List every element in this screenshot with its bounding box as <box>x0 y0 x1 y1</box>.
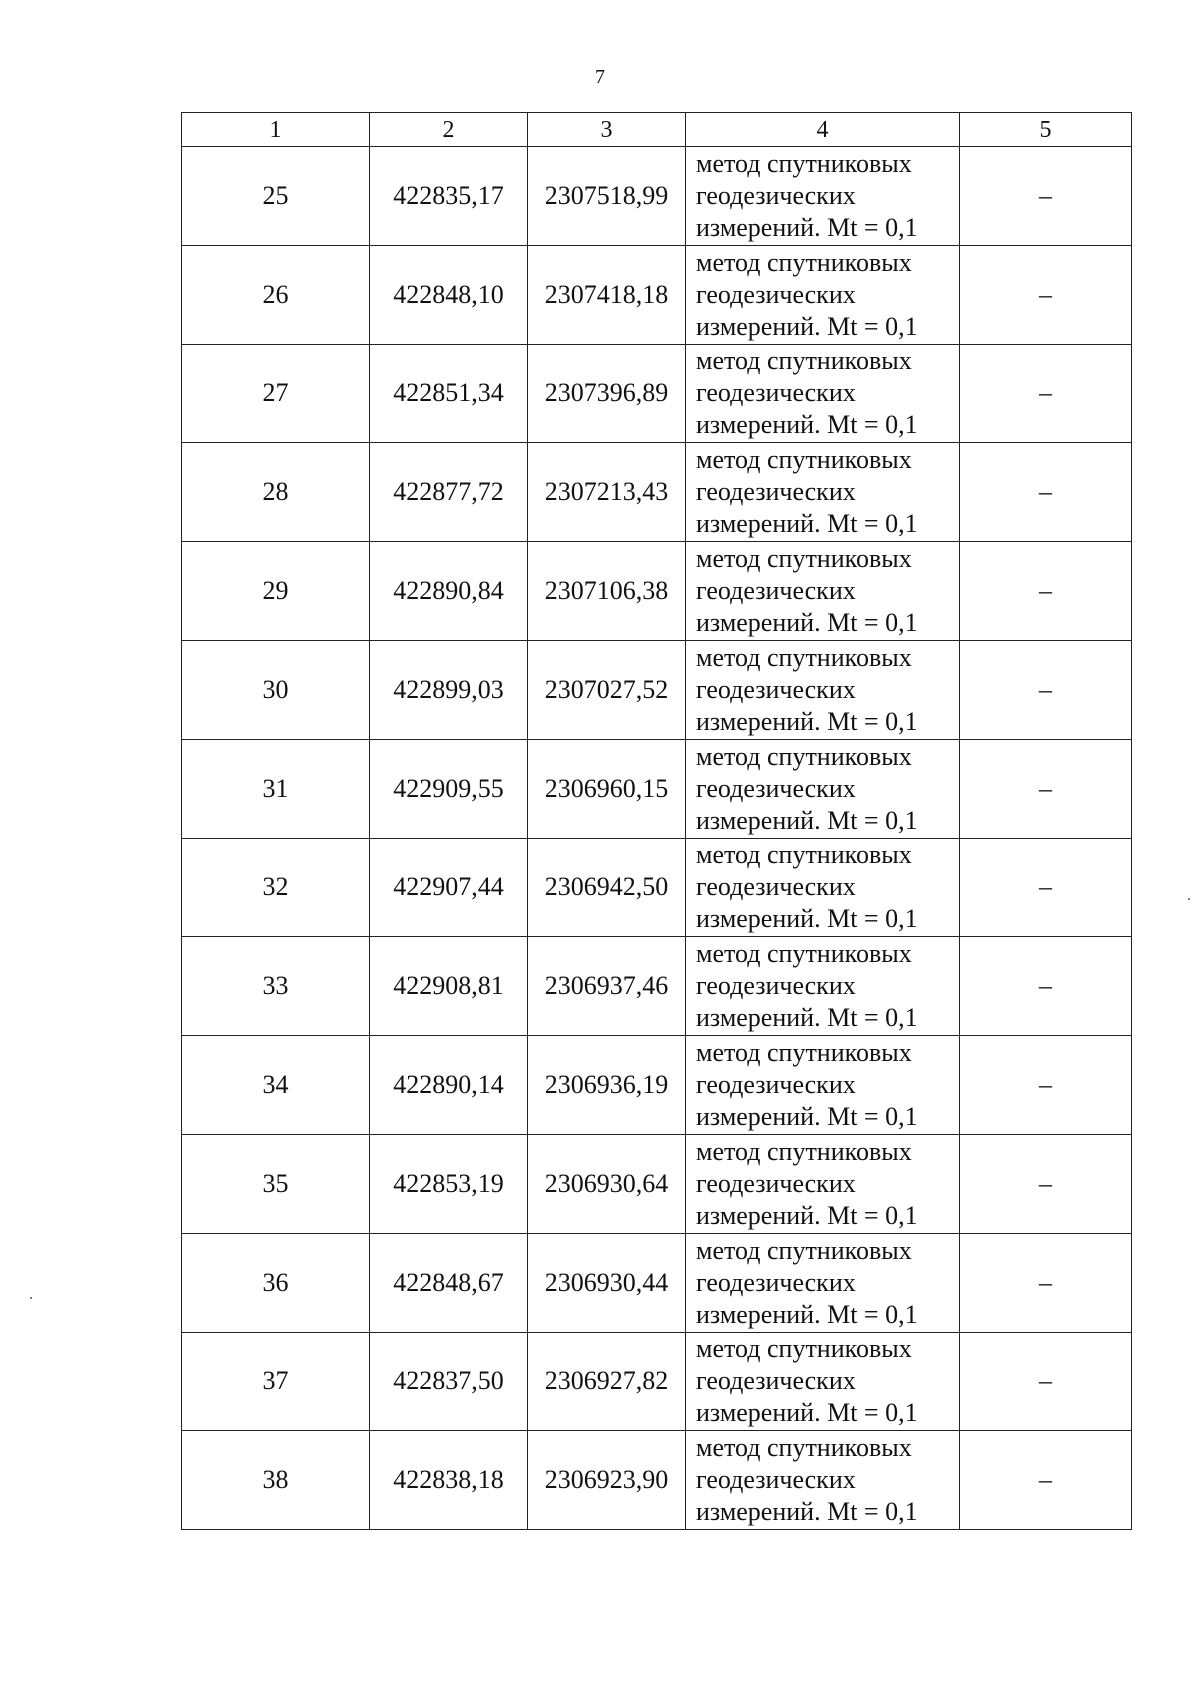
method-line: геодезических <box>696 872 856 902</box>
y-coordinate-cell: 2306960,15 <box>528 739 686 838</box>
header-cell-3: 3 <box>528 113 686 147</box>
method-cell <box>686 1332 960 1431</box>
method-line: геодезических <box>696 773 856 803</box>
scan-speck <box>1188 898 1190 900</box>
method-cell <box>686 937 960 1036</box>
note-cell: – <box>960 245 1132 344</box>
point-number-cell: 27 <box>182 344 370 443</box>
method-line: метод спутниковых <box>696 939 912 969</box>
method-line: геодезических <box>696 477 856 507</box>
method-line: измерений. Mt = 0,1 <box>696 608 918 638</box>
point-number-cell: 32 <box>182 838 370 937</box>
method-line: геодезических <box>696 1366 856 1396</box>
x-coordinate-cell: 422899,03 <box>370 640 528 739</box>
method-cell <box>686 344 960 443</box>
point-number-cell: 38 <box>182 1431 370 1530</box>
x-coordinate-cell: 422838,18 <box>370 1431 528 1530</box>
note-cell: – <box>960 443 1132 542</box>
point-number-cell: 25 <box>182 147 370 246</box>
note-cell: – <box>960 1134 1132 1233</box>
method-cell <box>686 542 960 641</box>
method-line: измерений. Mt = 0,1 <box>696 1003 918 1033</box>
method-line: метод спутниковых <box>696 1038 912 1068</box>
x-coordinate-cell: 422848,10 <box>370 245 528 344</box>
point-number-cell: 31 <box>182 739 370 838</box>
table-row <box>182 245 1132 344</box>
header-cell-4: 4 <box>686 113 960 147</box>
y-coordinate-cell: 2306936,19 <box>528 1036 686 1135</box>
table-row <box>182 1134 1132 1233</box>
note-cell: – <box>960 1332 1132 1431</box>
method-line: геодезических <box>696 576 856 606</box>
method-cell <box>686 1036 960 1135</box>
method-line: измерений. Mt = 0,1 <box>696 1200 918 1230</box>
point-number-cell: 37 <box>182 1332 370 1431</box>
method-line: геодезических <box>696 1168 856 1198</box>
table-row <box>182 1332 1132 1431</box>
note-cell: – <box>960 147 1132 246</box>
table-row <box>182 739 1132 838</box>
y-coordinate-cell: 2306942,50 <box>528 838 686 937</box>
point-number-cell: 30 <box>182 640 370 739</box>
method-cell <box>686 1134 960 1233</box>
method-line: метод спутниковых <box>696 148 912 178</box>
point-number-cell: 35 <box>182 1134 370 1233</box>
header-row <box>182 113 1132 147</box>
method-cell <box>686 838 960 937</box>
x-coordinate-cell: 422909,55 <box>370 739 528 838</box>
method-line: метод спутниковых <box>696 840 912 870</box>
y-coordinate-cell: 2307396,89 <box>528 344 686 443</box>
table-body <box>182 113 1132 1530</box>
method-line: измерений. Mt = 0,1 <box>696 805 918 835</box>
x-coordinate-cell: 422835,17 <box>370 147 528 246</box>
method-line: геодезических <box>696 674 856 704</box>
x-coordinate-cell: 422851,34 <box>370 344 528 443</box>
table-row <box>182 1036 1132 1135</box>
note-cell: – <box>960 739 1132 838</box>
method-line: измерений. Mt = 0,1 <box>696 509 918 539</box>
method-line: измерений. Mt = 0,1 <box>696 706 918 736</box>
point-number-cell: 28 <box>182 443 370 542</box>
header-cell-2: 2 <box>370 113 528 147</box>
x-coordinate-cell: 422877,72 <box>370 443 528 542</box>
table-row <box>182 344 1132 443</box>
method-line: геодезических <box>696 279 856 309</box>
y-coordinate-cell: 2306923,90 <box>528 1431 686 1530</box>
table-row <box>182 838 1132 937</box>
table-row <box>182 443 1132 542</box>
x-coordinate-cell: 422908,81 <box>370 937 528 1036</box>
x-coordinate-cell: 422848,67 <box>370 1233 528 1332</box>
x-coordinate-cell: 422890,14 <box>370 1036 528 1135</box>
method-line: геодезических <box>696 378 856 408</box>
scan-speck <box>30 1297 32 1299</box>
table-row <box>182 147 1132 246</box>
note-cell: – <box>960 1233 1132 1332</box>
method-line: метод спутниковых <box>696 1235 912 1265</box>
method-cell <box>686 147 960 246</box>
method-line: метод спутниковых <box>696 247 912 277</box>
note-cell: – <box>960 1036 1132 1135</box>
header-cell-5: 5 <box>960 113 1132 147</box>
method-line: метод спутниковых <box>696 445 912 475</box>
method-line: измерений. Mt = 0,1 <box>696 1398 918 1428</box>
method-line: измерений. Mt = 0,1 <box>696 1102 918 1132</box>
method-cell <box>686 739 960 838</box>
method-line: геодезических <box>696 1267 856 1297</box>
method-line: измерений. Mt = 0,1 <box>696 1497 918 1527</box>
method-line: геодезических <box>696 1465 856 1495</box>
table-row <box>182 1431 1132 1530</box>
method-line: метод спутниковых <box>696 1334 912 1364</box>
method-line: измерений. Mt = 0,1 <box>696 1299 918 1329</box>
method-line: измерений. Mt = 0,1 <box>696 212 918 242</box>
method-line: метод спутниковых <box>696 741 912 771</box>
method-cell <box>686 443 960 542</box>
method-cell <box>686 640 960 739</box>
point-number-cell: 36 <box>182 1233 370 1332</box>
x-coordinate-cell: 422907,44 <box>370 838 528 937</box>
method-line: измерений. Mt = 0,1 <box>696 311 918 341</box>
y-coordinate-cell: 2307418,18 <box>528 245 686 344</box>
method-line: метод спутниковых <box>696 346 912 376</box>
method-cell <box>686 1431 960 1530</box>
y-coordinate-cell: 2306930,64 <box>528 1134 686 1233</box>
note-cell: – <box>960 640 1132 739</box>
method-line: измерений. Mt = 0,1 <box>696 904 918 934</box>
point-number-cell: 33 <box>182 937 370 1036</box>
x-coordinate-cell: 422890,84 <box>370 542 528 641</box>
point-number-cell: 29 <box>182 542 370 641</box>
y-coordinate-cell: 2307106,38 <box>528 542 686 641</box>
note-cell: – <box>960 937 1132 1036</box>
table-row <box>182 1233 1132 1332</box>
method-cell <box>686 1233 960 1332</box>
point-number-cell: 34 <box>182 1036 370 1135</box>
note-cell: – <box>960 542 1132 641</box>
y-coordinate-cell: 2307518,99 <box>528 147 686 246</box>
y-coordinate-cell: 2306927,82 <box>528 1332 686 1431</box>
note-cell: – <box>960 1431 1132 1530</box>
y-coordinate-cell: 2306937,46 <box>528 937 686 1036</box>
note-cell: – <box>960 838 1132 937</box>
header-cell-1: 1 <box>182 113 370 147</box>
method-line: метод спутниковых <box>696 642 912 672</box>
method-line: метод спутниковых <box>696 544 912 574</box>
table-row <box>182 640 1132 739</box>
method-cell <box>686 245 960 344</box>
method-line: геодезических <box>696 971 856 1001</box>
y-coordinate-cell: 2307213,43 <box>528 443 686 542</box>
x-coordinate-cell: 422837,50 <box>370 1332 528 1431</box>
table-row <box>182 937 1132 1036</box>
method-line: метод спутниковых <box>696 1433 912 1463</box>
note-cell: – <box>960 344 1132 443</box>
y-coordinate-cell: 2307027,52 <box>528 640 686 739</box>
point-number-cell: 26 <box>182 245 370 344</box>
method-line: геодезических <box>696 1070 856 1100</box>
table-row <box>182 542 1132 641</box>
method-line: геодезических <box>696 180 856 210</box>
y-coordinate-cell: 2306930,44 <box>528 1233 686 1332</box>
x-coordinate-cell: 422853,19 <box>370 1134 528 1233</box>
coordinates-table <box>181 112 1132 1530</box>
method-line: измерений. Mt = 0,1 <box>696 410 918 440</box>
page-number: 7 <box>595 66 605 88</box>
method-line: метод спутниковых <box>696 1136 912 1166</box>
